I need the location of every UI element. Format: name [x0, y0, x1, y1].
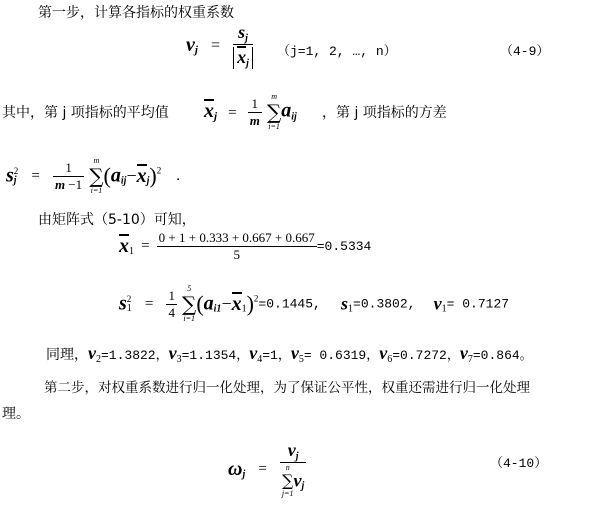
mean-x1-calculation: $x_1$ = $\frac{0 + 1 + 0.333 + 0.667 + 0.667}{5}$ =0.5334: [119, 230, 372, 262]
equation-4-10: $\omega_j$ = $v_j$ n ∑ j=1 $v_j$: [228, 440, 305, 498]
step2-line2: 理。: [2, 406, 30, 422]
equation-4-9: $v_j$ = $\frac{s_j}{x_j}$: [186, 22, 253, 69]
v5-value: = 0.6319，: [303, 348, 380, 363]
from-matrix-text: 由矩阵式（5-10）可知，: [38, 212, 196, 228]
variance-formula: s 2 j = $\frac{1}{m -1}$ m ∑ i=1 $(a_{ij}-x_j)^2$ .: [6, 156, 181, 195]
mean-x1-denominator: 5: [233, 247, 240, 262]
similarly-prefix: 同理，: [46, 347, 88, 363]
equation-4-10-number: （4-10）: [490, 456, 548, 471]
v1-result: = 0.7127: [446, 296, 510, 312]
step1-text: 第一步，计算各指标的权重系数: [38, 5, 234, 21]
mean-paragraph-prefix: 其中，第 j 项指标的平均值: [2, 105, 169, 121]
mean-x1-numerator: 0 + 1 + 0.333 + 0.667 + 0.667: [158, 230, 315, 245]
sum-upper: 5: [187, 284, 192, 293]
mean-paragraph-suffix: ，第 j 项指标的方差: [322, 105, 447, 121]
coef-numerator: 1: [168, 287, 175, 303]
mean-formula: $x_j$ = $\frac{1}{m}$ m ∑ i=1 $a_{ij}$: [204, 92, 297, 131]
variance-result: =0.1445,: [258, 296, 321, 312]
equation-4-9-condition: （j=1, 2, …, n）: [277, 44, 397, 59]
v6-value: =0.7272，: [392, 348, 460, 363]
v2-value: =1.3822，: [101, 348, 169, 363]
v3-value: =1.1354，: [181, 348, 250, 363]
step2-line1: 第二步，对权重系数进行归一化处理，为了保证公平性，权重还需进行归一化处理: [44, 380, 530, 396]
sum-lower: i=1: [183, 314, 195, 323]
s1-result: =0.3802,: [353, 296, 416, 312]
variance-s1-calculation: s 2 1 = $\frac{1}{4}$ 5 ∑ i=1 $(a_{i1}-x_1)^2=0.1445$, $s_1=0.3802$, $v_1= 0.7127$: [119, 284, 510, 323]
eq410-sum-lower: j=1: [281, 489, 294, 498]
v7-value: =0.864。: [472, 348, 533, 363]
v4-value: =1，: [262, 348, 291, 363]
mean-x1-result: =0.5334: [316, 239, 372, 254]
eq410-sum-upper: n: [285, 463, 290, 472]
equation-4-9-number: （4-9）: [500, 44, 550, 59]
similarly-line: 同理，$v_2=1.3822$，$v_3=1.1354$，$v_4=1$，$v_5= 0.6319$，$v_6=0.7272$，$v_7=0.864$。: [46, 343, 533, 365]
coef-denominator: 4: [168, 304, 175, 320]
